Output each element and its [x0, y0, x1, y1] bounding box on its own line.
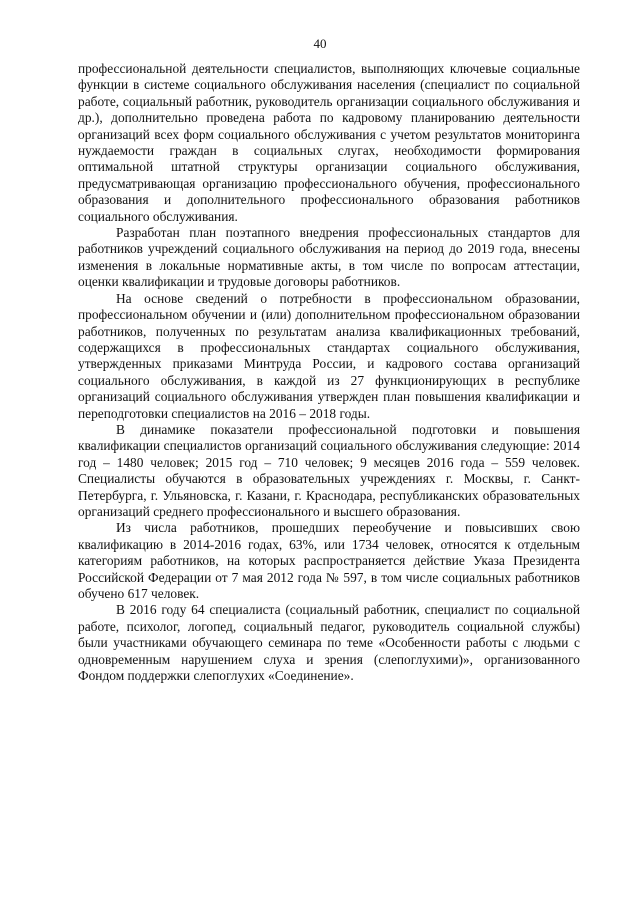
paragraph-6: В 2016 году 64 специалиста (социальный работник, специалист по социальной работе, психолог, логопед, социальный педагог, руководитель социальной службы) были участниками обучающего семинара по теме «Особенности работы с людьми с одновременным нарушением слуха и зрения (слепоглухими)», организованного Фондом поддержки слепоглухих «Соединение».: [78, 602, 580, 684]
paragraph-3: На основе сведений о потребности в профессиональном образовании, профессиональном обучении и (или) дополнительном профессиональном образовании работников, полученных по результатам анализа квалификационных требований, содержащихся в профессиональных стандартах социального обслуживания, утвержденных приказами Минтруда России, и кадрового состава организаций социального обслуживания, в каждой из 27 функционирующих в республике организаций социального обслуживания утвержден план повышения квалификации и переподготовки специалистов на 2016 – 2018 годы.: [78, 290, 580, 421]
page-number: 40: [313, 36, 327, 51]
paragraph-1: профессиональной деятельности специалистов, выполняющих ключевые социальные функции в системе социального обслуживания населения (специалист по социальной работе, социальный работник, руководитель организации социального обслуживания и др.), дополнительно проведена работа по кадровому планированию деятельности организаций всех форм социального обслуживания с учетом результатов мониторинга нуждаемости граждан в социальных слугах, необходимости формирования оптимальной штатной структуры организации социального обслуживания, предусматривающая организацию профессионального обучения, профессионального образования и дополнительного профессионального образования работников социального обслуживания.: [78, 61, 580, 224]
document-body: [78, 61, 580, 684]
paragraph-2: Разработан план поэтапного внедрения профессиональных стандартов для работников учреждений социального обслуживания на период до 2019 года, внесены изменения в локальные нормативные акты, в том числе по вопросам аттестации, оценки квалификации и трудовые договоры работников.: [78, 225, 580, 290]
paragraph-5: Из числа работников, прошедших переобучение и повысивших свою квалификацию в 2014-2016 годах, 63%, или 1734 человек, относятся к отдельным категориям работников, на которых распространяется действие Указа Президента Российской Федерации от 7 мая 2012 года № 597, в том числе социальных работников обучено 617 человек.: [78, 520, 580, 601]
paragraph-4: В динамике показатели профессиональной подготовки и повышения квалификации специалистов организаций социального обслуживания следующие: 2014 год – 1480 человек; 2015 год – 710 человек; 9 месяцев 2016 года – 559 человек. Специалисты обучаются в образовательных учреждениях г. Москвы, г. Санкт-Петербурга, г. Ульяновска, г. Казани, г. Краснодара, республиканских образовательных организаций среднего профессионального и высшего образования.: [78, 421, 580, 519]
